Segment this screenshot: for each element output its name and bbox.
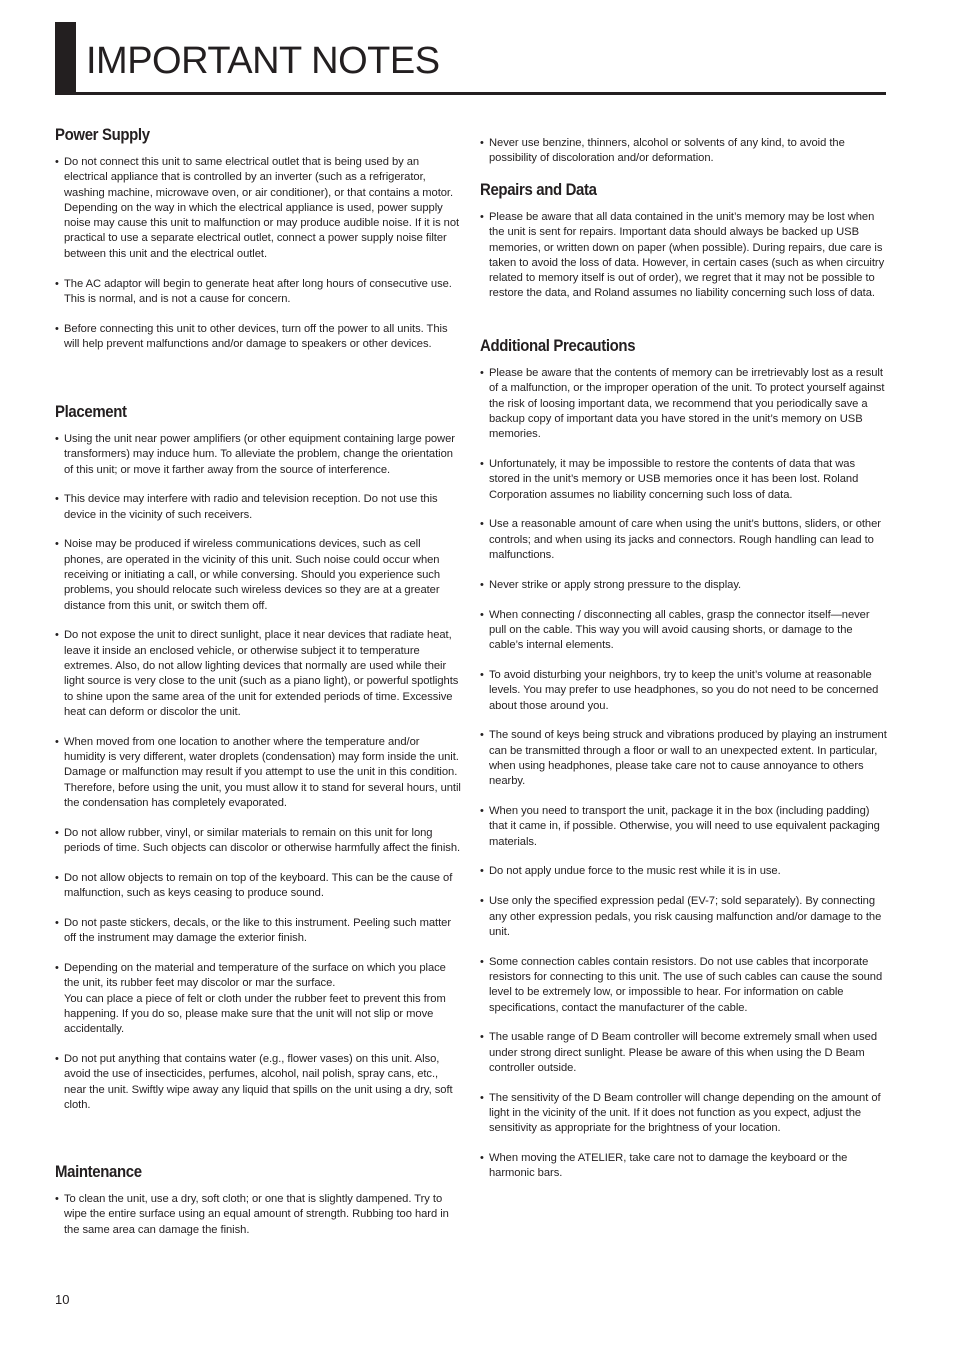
- list-item-paragraph: • Depending on the material and temperature of the surface on which you place the unit, its rubber feet may discolor or mar the surface.: [64, 962, 446, 990]
- list-item: • Do not apply undue force to the music rest while it is in use.: [480, 864, 888, 879]
- list-item: • Never strike or apply strong pressure to the display.: [480, 578, 888, 593]
- list-item: • The sound of keys being struck and vibrations produced by playing an instrument can be transmitted through a floor or wall to an unexpected extent. In particular, when using headphones, please take care not to cause annoyance to others nearby.: [480, 728, 888, 789]
- section-power-supply: [55, 124, 463, 367]
- section-heading-maintenance: Maintenance: [55, 1162, 142, 1181]
- section-repairs-and-data: [480, 179, 888, 316]
- list-item: • The usable range of D Beam controller will become extremely small when used under strong direct sunlight. Please be aware of this when using the D Beam controller outside.: [480, 1030, 888, 1076]
- list-item: • To clean the unit, use a dry, soft cloth; or one that is slightly dampened. Try to wipe the entire surface using an equal amount of strength. Rubbing too hard in the same area can damage the finish.: [55, 1192, 463, 1238]
- list-item: • When moved from one location to another where the temperature and/or humidity is very different, water droplets (condensation) may form inside the unit. Damage or malfunction may result if you attempt to use the unit in this condition. Therefore, before using the unit, you must allow it to stand for several hours, until the condensation has completely evaporated.: [55, 735, 463, 811]
- page-title: IMPORTANT NOTES: [86, 40, 440, 82]
- additional-precautions-list: [480, 366, 888, 1182]
- section-maintenance: [55, 1161, 463, 1252]
- list-item: • To avoid disturbing your neighbors, try to keep the unit’s volume at reasonable levels. You may prefer to use headphones, so you do not need to be concerned about those around you.: [480, 668, 888, 714]
- section-placement: [55, 401, 463, 1128]
- list-item: • Do not connect this unit to same electrical outlet that is being used by an electrical appliance that is controlled by an inverter (such as a refrigerator, washing machine, microwave oven, or air conditioner), or that contains a motor. Depending on the way in which the electrical appliance is used, power supply noise may cause this unit to malfunction or may produce audible noise. If it is not practical to use a separate electrical outlet, connect a power supply noise filter between this unit and the electrical outlet.: [55, 155, 463, 262]
- list-item: • The AC adaptor will begin to generate heat after long hours of consecutive use. This is normal, and is not a cause for concern.: [55, 277, 463, 308]
- list-item: • Do not put anything that contains water (e.g., flower vases) on this unit. Also, avoid the use of insecticides, perfumes, alcohol, nail polish, spray cans, etc., near the unit. Swiftly wipe away any liquid that spills on the unit using a dry, soft cloth.: [55, 1052, 463, 1113]
- page-header: [55, 22, 886, 95]
- list-item: • Do not paste stickers, decals, or the like to this instrument. Peeling such matter off the instrument may damage the exterior finish.: [55, 916, 463, 947]
- maintenance-continued-list: [480, 136, 888, 167]
- list-item: • Noise may be produced if wireless communications devices, such as cell phones, are operated in the vicinity of this unit. Such noise could occur when receiving or initiating a call, or while conversing. Should you experience such problems, you should relocate such wireless devices so they are at a greater distance from this unit, or switch them off.: [55, 537, 463, 613]
- placement-list: [55, 432, 463, 1113]
- section-heading-power-supply: Power Supply: [55, 125, 150, 144]
- section-maintenance-continued: [480, 136, 888, 181]
- list-item: • Before connecting this unit to other devices, turn off the power to all units. This will help prevent malfunctions and/or damage to speakers or other devices.: [55, 322, 463, 353]
- list-item: • Please be aware that the contents of memory can be irretrievably lost as a result of a malfunction, or the improper operation of the unit. To protect yourself against the risk of loosing important data, we recommend that you periodically save a backup copy of important data you have stored in the unit’s memory on USB memories.: [480, 366, 888, 442]
- title-marker-block: [55, 22, 76, 92]
- list-item: • Use only the specified expression pedal (EV-7; sold separately). By connecting any other expression pedals, you risk causing malfunction and/or damage to the unit.: [480, 894, 888, 940]
- list-item: • The sensitivity of the D Beam controller will change depending on the amount of light in the vicinity of the unit. If it does not function as you expect, adjust the sensitivity as appropriate for the brightness of your location.: [480, 1091, 888, 1137]
- list-item: • When moving the ATELIER, take care not to damage the keyboard or the harmonic bars.: [480, 1151, 888, 1182]
- list-item: • Using the unit near power amplifiers (or other equipment containing large power transformers) may induce hum. To alleviate the problem, change the orientation of this unit; or move it farther away from the source of interference.: [55, 432, 463, 478]
- list-item: • When you need to transport the unit, package it in the box (including padding) that it came in, if possible. Otherwise, you will need to use equivalent packaging materials.: [480, 804, 888, 850]
- list-item: [55, 961, 463, 1037]
- list-item-paragraph: You can place a piece of felt or cloth under the rubber feet to prevent this from happening. If you do so, please make sure that the unit will not slip or move accidentally.: [64, 992, 446, 1036]
- repairs-list: [480, 210, 888, 302]
- maintenance-list: [55, 1192, 463, 1238]
- section-additional-precautions: [480, 335, 888, 1196]
- power-supply-list: [55, 155, 463, 352]
- list-item: • This device may interfere with radio and television reception. Do not use this device in the vicinity of such receivers.: [55, 492, 463, 523]
- section-heading-placement: Placement: [55, 402, 127, 421]
- list-item: • When connecting / disconnecting all cables, grasp the connector itself—never pull on the cable. This way you will avoid causing shorts, or damage to the cable’s internal elements.: [480, 608, 888, 654]
- list-item: • Never use benzine, thinners, alcohol or solvents of any kind, to avoid the possibility of discoloration and/or deformation.: [480, 136, 888, 167]
- list-item: • Use a reasonable amount of care when using the unit’s buttons, sliders, or other controls; and when using its jacks and connectors. Rough handling can lead to malfunctions.: [480, 517, 888, 563]
- list-item: • Do not allow objects to remain on top of the keyboard. This can be the cause of malfunction, such as keys ceasing to produce sound.: [55, 871, 463, 902]
- list-item: • Some connection cables contain resistors. Do not use cables that incorporate resistors for connecting to this unit. The use of such cables can cause the sound level to be extremely low, or impossible to hear. For information on cable specifications, contact the manufacturer of the cable.: [480, 955, 888, 1016]
- list-item: • Unfortunately, it may be impossible to restore the contents of data that was stored in the unit’s memory or USB memories once it has been lost. Roland Corporation assumes no liability concerning such loss of data.: [480, 457, 888, 503]
- list-item: • Do not expose the unit to direct sunlight, place it near devices that radiate heat, leave it inside an enclosed vehicle, or otherwise subject it to temperature extremes. Also, do not allow lighting devices that normally are used while their light source is very close to the unit (such as a piano light), or powerful spotlights to shine upon the same area of the unit for extended periods of time. Excessive heat can deform or discolor the unit.: [55, 628, 463, 720]
- section-heading-additional-precautions: Additional Precautions: [480, 336, 636, 355]
- section-heading-repairs-and-data: Repairs and Data: [480, 180, 597, 199]
- page-number: 10: [55, 1292, 70, 1307]
- list-item: • Do not allow rubber, vinyl, or similar materials to remain on this unit for long periods of time. Such objects can discolor or otherwise harmfully affect the finish.: [55, 826, 463, 857]
- list-item: • Please be aware that all data contained in the unit’s memory may be lost when the unit is sent for repairs. Important data should always be backed up USB memories, or written down on paper (when possible). During repairs, due care is taken to avoid the loss of data. However, in certain cases (such as when circuitry related to memory itself is out of order), we regret that it may not be possible to restore the data, and Roland assumes no liability concerning such loss of data.: [480, 210, 888, 302]
